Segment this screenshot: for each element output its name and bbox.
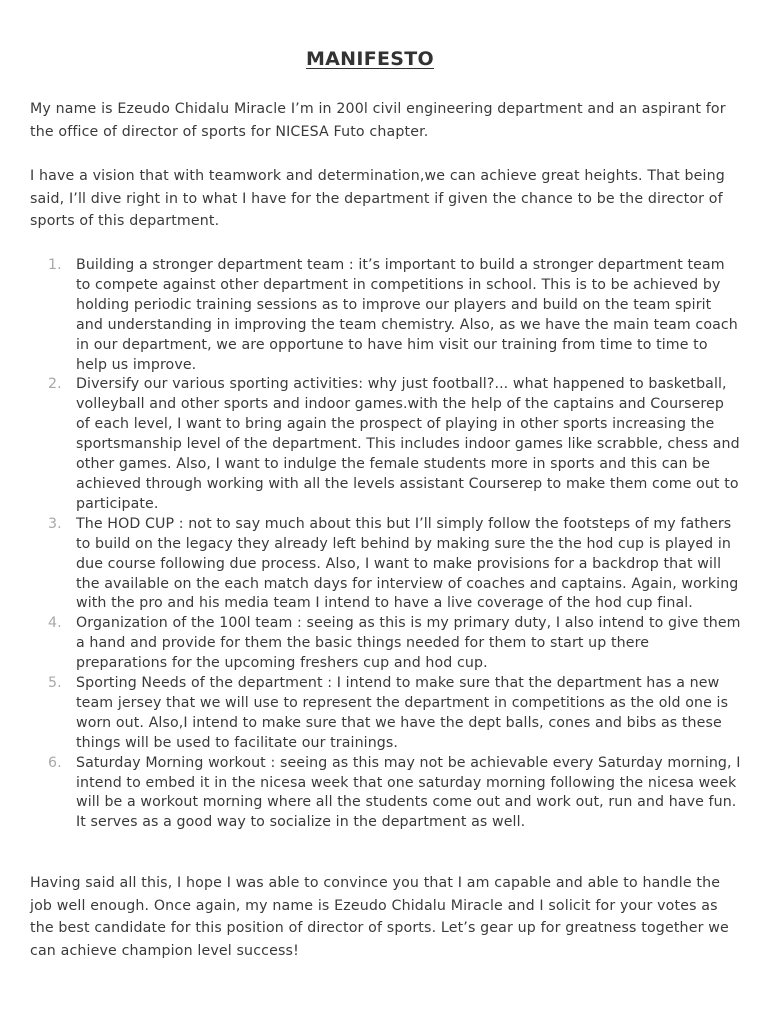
closing-paragraph: Having said all this, I hope I was able to convince you that I am capable and able to handle the job well enough. Once again, my name is Ezeudo Chidalu Miracle and I solicit for your votes as the best candidate for this position of director of sports. Let’s gear up for greatness together we can achieve champion level success! [30, 875, 729, 959]
list-item [30, 674, 742, 754]
list-item [30, 256, 742, 375]
list-item-number: 2. [48, 376, 62, 393]
list-item [30, 375, 742, 514]
list-item-number: 3. [48, 515, 62, 532]
list-item-number: 6. [48, 754, 62, 771]
vision-paragraph: I have a vision that with teamwork and determination,we can achieve great heights. That being said, I’ll dive right in to what I have for the department if given the chance to be the director of sports of this department. [30, 168, 725, 229]
list-item-text: Diversify our various sporting activities: why just football?... what happened to basketball, volleyball and other sports and indoor games.with the help of the captains and Courserep of each level, I want to bring again the prospect of playing in other sports increasing the sportsmanship level of the department. This includes indoor games like scrabble, chess and other games. Also, I want to indulge the female students more in sports and this can be achieved through working with all the levels assistant Courserep to make them come out to participate. [76, 376, 740, 512]
list-item-text: Sporting Needs of the department : I intend to make sure that the department has a new team jersey that we will use to represent the department in competitions as the old one is worn out. Also,I intend to make sure that we have the dept balls, cones and bibs as these things will be used to facilitate our trainings. [76, 675, 729, 751]
manifesto-list [30, 256, 742, 833]
list-item-text: Saturday Morning workout : seeing as this may not be achievable every Saturday morning, I intend to embed it in the nicesa week that one saturday morning following the nicesa week will be a workout morning where all the students come out and work out, run and have fun. It serves as a good way to socialize in the department as well. [76, 754, 741, 831]
list-item-number: 5. [48, 675, 62, 692]
list-item [30, 614, 742, 674]
list-item-text: Building a stronger department team : it’s important to build a stronger department team to compete against other department in competitions in school. This is to be achieved by holding periodic training sessions as to improve our players and build on the team spirit and understanding in improving the team chemistry. Also, as we have the main team coach in our department, we are opportune to have him visit our training from time to time to help us improve. [76, 257, 738, 373]
list-item-number: 1. [48, 257, 62, 273]
document-title: MANIFESTO [305, 48, 435, 70]
list-item [30, 515, 742, 615]
list-item-number: 4. [48, 615, 62, 632]
intro-paragraph: My name is Ezeudo Chidalu Miracle I’m in 200l civil engineering department and an aspirant for the office of director of sports for NICESA Futo chapter. [30, 101, 726, 140]
list-item [30, 754, 742, 834]
list-item-text: Organization of the 100l team : seeing as this is my primary duty, I also intend to give them a hand and provide for them the basic things needed for them to start up there preparations for the upcoming freshers cup and hod cup. [76, 615, 741, 672]
list-item-text: The HOD CUP : not to say much about this but I’ll simply follow the footsteps of my fathers to build on the legacy they already left behind by making sure the the hod cup is played in due course following due process. Also, I want to make provisions for a backdrop that will the available on the each match days for interview of coaches and captains. Again, working with the pro and his media team I intend to have a live coverage of the hod cup final. [76, 515, 739, 612]
